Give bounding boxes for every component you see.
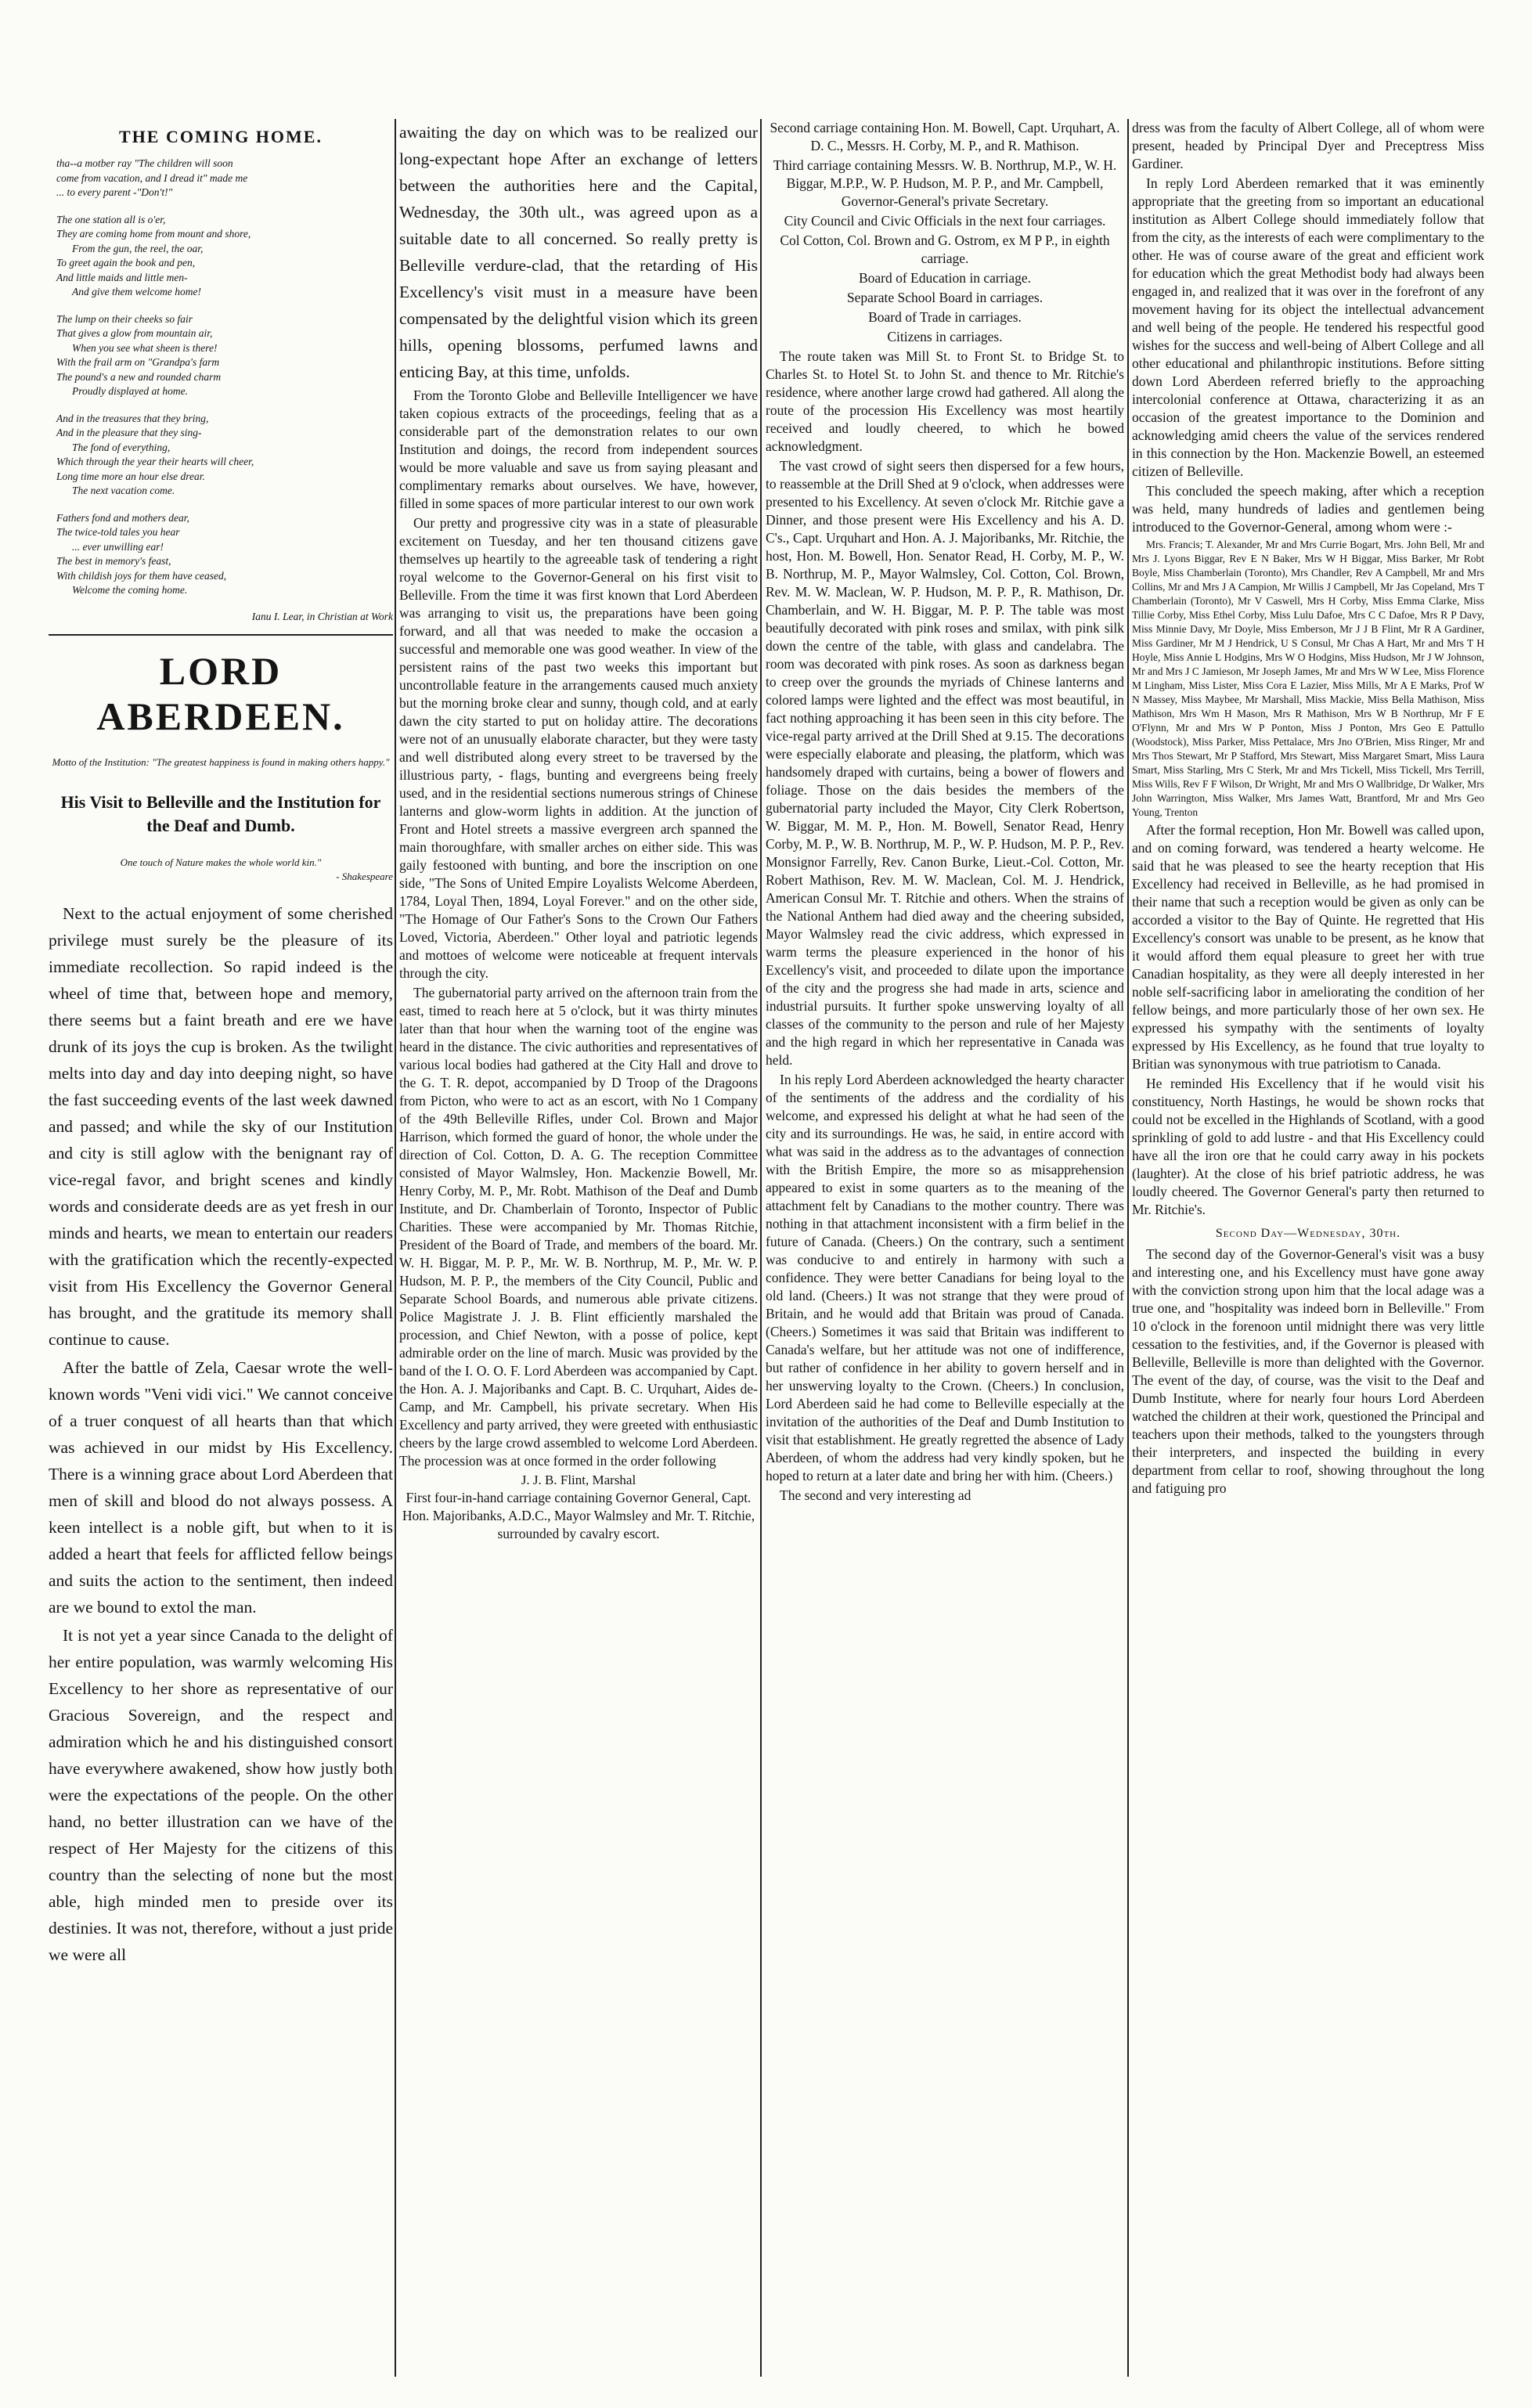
poem-line: come from vacation, and I dread it" made me <box>56 171 248 184</box>
poem-line: Proudly displayed at home. <box>72 385 188 397</box>
procession-entry: Col Cotton, Col. Brown and G. Ostrom, ex M P P., in eighth carriage. <box>780 233 1110 266</box>
paragraph: Our pretty and progressive city was in a state of pleasurable excitement on Tuesday, and her ten thousand citizens gave themselves up heartily to the agreeable task of tendering a right royal welcome to the Governor-General on his first visit to Belleville. From the time it was first known that Lord Aberdeen was arranging to visit us, the preparations have been going forward, and all that was needed to make the occasion a successful and memorable one was good weather. In view of the persistent rains of the past two weeks this important but uncontrollable feature in the arrangements caused much anxiety but the morning broke clear and sunny, though cold, and at early dawn the city started to put on holiday attire. The decorations were not of an unusually elaborate character, but they were tasty and well distributed along every street to be traversed by the illustrious party, - flags, bunting and evergreens being freely used, and in the residential sections numerous strings of Chinese lanterns and glow-worm lights in addition. At the junction of Front and Hotel streets a massive evergreen arch spanned the main thoroughfare, with smaller arches on either side. This was gaily festooned with bunting, and bore the inscription on one side, "The Sons of United Empire Loyalists Welcome Aberdeen, 1784, Loyal Then, 1894, Loyal Forever." and on the other side, "The Homage of Our Father's Sons to the Crown Our Fathers Loved, Victoria, Aberdeen." Other loyal and patriotic legends and mottoes of welcome were noticeable at frequent intervals through the city. <box>399 515 758 981</box>
paragraph: The gubernatorial party arrived on the afternoon train from the east, timed to reach here at 5 o'clock, but it was thirty minutes later than that hour when the warning toot of the engine was heard in the distance. The civic authorities and representatives of various local bodies had gathered at the City Hall and drove to the G. T. R. depot, accompanied by D Troop of the Dragoons from Picton, who were to act as an escort, with No 1 Company of the 49th Belleville Rifles, under Col. Brown and Major Harrison, which formed the guard of honor, the whole under the direction of Col. Cotton, D. A. G. The reception Committee consisted of Mayor Walmsley, Hon. Mackenzie Bowell, Mr. Henry Corby, M. P., Mr. Robt. Mathison of the Deaf and Dumb Institute, and Dr. Chamberlain of Toronto, Inspector of Public Charities. These were accompanied by Mr. Thomas Ritchie, President of the Board of Trade, and members of the board. Mr. W. H. Biggar, M. P. P., Mr. W. B. Northrup, M. P., Mr. W. P. Hudson, M. P. P., the members of the City Council, Public and Separate School Boards, and numerous able private citizens. Police Magistrate J. J. B. Flint efficiently marshaled the procession, and Chief Newton, with a posse of police, kept admirable order on the line of march. Music was provided by the band of the I. O. O. F. Lord Aberdeen was accompanied by Capt. the Hon. A. J. Majoribanks and Capt. B. C. Urquhart, Aides de-Camp, and Mr. Campbell, his private secretary. When His Excellency and party arrived, they were greeted with enthusiastic cheers by the large crowd assembled to welcome Lord Aberdeen. The procession was at once formed in the order following <box>399 985 758 1469</box>
procession-entry: Board of Trade in carriages. <box>868 309 1022 325</box>
poem-line: The pound's a new and rounded charm <box>56 370 222 383</box>
poem <box>49 157 393 598</box>
poem-line: And in the pleasure that they sing- <box>56 427 202 438</box>
poem-line: Fathers fond and mothers dear, <box>56 511 189 524</box>
procession-entry: Board of Education in carriage. <box>858 270 1032 286</box>
poem-stanza <box>49 213 393 300</box>
paragraph: It is not yet a year since Canada to the delight of her entire population, was warmly welcoming His Excellency to her shore as representative of our Gracious Sovereign, and the respect and admiration which he and his distinguished consort have everywhere awakened, show how justly both were the expectations of the people. On the other hand, no better illustration can we have of the respect of Her Majesty for the citizens of this country than the selecting of none but the most able, high minded men to preside over its destinies. It was not, therefore, without a just pride we were all <box>49 1625 393 1964</box>
poem-line: Welcome the coming home. <box>72 584 188 596</box>
procession-list <box>766 119 1124 346</box>
poem-line: To greet again the book and pen, <box>56 257 196 269</box>
paragraph: He reminded His Excellency that if he would visit his constituency, North Hastings, he would be shown rocks that could not be excelled in the Highlands of Scotland, with a good sprinkling of gold to add lustre - and that His Excellency could have all the iron ore that he could carry away in his pockets (laughter). At the close of his brief patriotic address, he was loudly cheered. The Governor General's party then returned to Mr. Ritchie's. <box>1132 1076 1484 1217</box>
divider <box>49 634 393 636</box>
procession-entry: City Council and Civic Officials in the next four carriages. <box>784 213 1106 229</box>
poem-stanza <box>49 511 393 598</box>
epigraph: One touch of Nature makes the whole world kin." <box>120 856 322 868</box>
paragraph: dress was from the faculty of Albert College, all of whom were present, headed by Principal Dyer and Preceptress Miss Gardiner. <box>1132 120 1484 171</box>
poem-title: THE COMING HOME. <box>119 127 323 146</box>
poem-line: ... to every parent -"Don't!" <box>56 186 173 198</box>
paragraph: awaiting the day on which was to be realized our long-expectant hope After an exchange of letters between the authorities here and the Capital, Wednesday, the 30th ult., was agreed upon as a suitable date to all concerned. So really pretty is Belleville verdure-clad, that the retarding of His Excellency's visit must in a measure have been compensated by the delightful vision which its green hills, opening blossoms, perfumed lawns and enticing Bay, at this time, unfolds. <box>399 123 758 381</box>
poem-line: That gives a glow from mountain air, <box>56 327 213 339</box>
marshal-line: J. J. B. Flint, Marshal <box>521 1473 636 1487</box>
paragraph: This concluded the speech making, after which a reception was held, many hundreds of ladies and gentlemen being introduced to the Governor-General, among whom were :- <box>1132 483 1484 535</box>
poem-line: The fond of everything, <box>72 441 171 453</box>
paragraph: The route taken was Mill St. to Front St. to Bridge St. to Charles St. to Hotel St. to John St. and thence to Mr. Ritchie's residence, where another large crowd had gathered. All along the route of the procession His Excellency was most heartily received and loudly cheered, to which he bowed acknowledgment. <box>766 348 1124 454</box>
column-rule <box>1127 119 1129 2377</box>
paragraph: In his reply Lord Aberdeen acknowledged the hearty character of the sentiments of the address and the cordiality of his welcome, and expressed his delight at what he had seen of the city and its surroundings. He was, he said, in entire accord with what was said in the address as to the advantages of connection with the British Empire, the more so as misapprehension appeared to exist in some quarters as to the meaning of the attachment felt by Canadians to the mother country. There was nothing in that attachment inconsistent with a firm belief in the future of Canada. (Cheers.) On the contrary, such a sentiment was conducive to and entirely in harmony with such a confidence. They were better Canadians for being loyal to the old land. (Cheers.) It was not strange that they were proud of Britain, and he would add that Britain was proud of Canada. (Cheers.) Sometimes it was said that Britain was indifferent to Canada's welfare, but her attitude was not one of indifference, but rather of confidence in her ability to govern herself and in her unswerving loyalty to the Crown. (Cheers.) In conclusion, Lord Aberdeen said he had come to Belleville especially at the invitation of the authorities of the Deaf and Dumb Institution to visit that establishment. He greatly regretted the absence of Lady Aberdeen, of whom the address had very kindly spoken, but he hoped to return at a later date and bring her with him. (Cheers.) <box>766 1072 1124 1483</box>
poem-preface <box>49 157 393 200</box>
paragraph: Next to the actual enjoyment of some cherished privilege must surely be the pleasure of its immediate recollection. So rapid indeed is the wheel of time that, between hope and memory, there seems but a faint breath and ere we have drunk of its joys the cup is broken. As the twilight melts into day and day into deeping night, so have the fast succeeding events of the last week dawned and passed; and while the sky of our Institution and city is still aglow with the benignant ray of vice-regal favor, and bright scenes and kindly words and considerate deeds are as yet fresh in our minds and hearts, we mean to entertain our readers with the gratification which the recently-expected visit from His Excellency the Governor General has brought, and the gratitude its memory shall continue to cause. <box>49 903 393 1349</box>
paragraph: After the battle of Zela, Caesar wrote the well-known words "Veni vidi vici." We cannot conceive of a truer conquest of all hearts than that which was achieved in our midst by His Excellency. There is a winning grace about Lord Aberdeen that men of skill and blood do not always possess. A keen intellect is a noble gift, but when to it is added a heart that feels for afflicted fellow beings and suits the action to the sentiment, then indeed are we bound to extol the man. <box>49 1357 393 1617</box>
poem-line: When you see what sheen is there! <box>72 341 218 354</box>
paragraph: In reply Lord Aberdeen remarked that it was eminently appropriate that the greeting from so important an educational institution as Albert College should immediately follow that from the city, as the interests of each were complimentary to the other. He was of course aware of the great and efficient work for education which the great Methodist body had always been engaged in, and realized that it was over in the forefront of any movement having for its object the intellectual advancement and well being of the people. He tendered his respectful good wishes for the success and well-being of Albert College and all other educational and philanthropic institutions. Before sitting down Lord Aberdeen referred briefly to the approaching intercolonial conference at Ottawa, characterizing it as an occasion of the greatest importance to the Dominion and acknowledging amid cheers the value of the services rendered in this connection by the Hon. Mackenzie Bowell, an esteemed citizen of Belleville. <box>1132 175 1484 479</box>
paragraph: From the Toronto Globe and Belleville Intelligencer we have taken copious extracts of the proceedings, feeling that as a considerable part of the demonstration relates to our own Institution and doings, the record from independent sources would be more valuable and save us from saying pleasant and complimentary remarks about ourselves. We have, however, filled in some spaces of more particular interest to our own work <box>399 388 758 511</box>
column-rule <box>760 119 762 2377</box>
procession-entry: Third carriage containing Messrs. W. B. Northrup, M.P., W. H. Biggar, M.P.P., W. P. Hudson, M. P. P., and Mr. Campbell, Governor-General's private Secretary. <box>773 157 1117 209</box>
column-3 <box>766 119 1124 2377</box>
poem-line: And in the treasures that they bring, <box>56 412 209 424</box>
motto: Motto of the Institution: "The greatest happiness is found in making others happy." <box>52 755 390 768</box>
poem-line: With childish joys for them have ceased, <box>56 569 227 582</box>
section-heading: Second Day—Wednesday, 30th. <box>1215 1227 1401 1240</box>
article-subhead: His Visit to Belleville and the Institution for the Deaf and Dumb. <box>60 791 381 835</box>
poem-line: The one station all is o'er, <box>56 213 166 225</box>
poem-line: They are coming home from mount and shore, <box>56 228 251 240</box>
poem-line: The twice-told tales you hear <box>56 526 180 538</box>
procession-entry: First four-in-hand carriage containing Governor General, Capt. Hon. Majoribanks, A.D.C., Mayor Walmsley and Mr. T. Ritchie, surrounded by cavalry escort. <box>402 1490 755 1541</box>
poem-line: From the gun, the reel, the oar, <box>72 242 204 254</box>
paragraph: After the formal reception, Hon Mr. Bowell was called upon, and on coming forward, was tendered a hearty welcome. He said that he was pleased to see the hearty reception that His Excellency had received in Belleville, as he had promised in their name that such a reception would be given as only can be accorded a visitor to the Bay of Quinte. He regretted that His Excellency's consort was unable to be present, as he know that it would afford them equal pleasure to greet her with true Canadian hospitality, as they were all deeply interested in her noble self-sacrificing labor in ameliorating the condition of her fellow beings, and more particularly those of her own sex. He expressed his sympathy with the sentiments of loyalty expressed by His Excellency, as he found that true loyalty to Britian was synonymous with true patriotism to Canada. <box>1132 822 1484 1072</box>
poem-line: The lump on their cheeks so fair <box>56 312 193 325</box>
paragraph: The vast crowd of sight seers then dispersed for a few hours, to reassemble at the Drill Shed at 9 o'clock, when addresses were presented to his Excellency. At seven o'clock Mr. Ritchie gave a Dinner, and those present were His Excellency and his A. D. C's., Capt. Urquhart and Hon. A. J. Majoribanks, Mr. Ritchie, the host, Hon. M. Bowell, Hon. Senator Read, H. Corby, M. P., W. B. Northrup, M. P., Mayor Walmsley, Col. Cotton, Col. Brown, Rev. M. W. Maclean, W. P. Hudson, M. P. P., R. Mathison, Dr. Chamberlain, and W. H. Biggar, M. P. P. The table was most beautifully decorated with pink roses and smilax, with pink silk down the centre of the table, with glass and candelabra. The room was decorated with pink roses. As soon as darkness began to creep over the grounds the myriads of Chinese lanterns and colored lamps were lighted and the effect was most beautiful, in fact nothing approaching it has been seen in this city before. The vice-regal party arrived at the Drill Shed at 9.15. The decorations were especially elaborate and pleasing, the platform, which was handsomely draped with curtains, being a bower of flowers and foliage. Those on the dais besides the members of the gubernatorial party included the Mayor, City Clerk Robertson, W. Biggar, M. M. P., Hon. M. Bowell, Senator Read, Henry Corby, M. P., W. B. Northrup, M. P., W. P. Hudson, M. P. P., Rev. Monsignor Farrelly, Rev. Canon Burke, Lieut.-Col. Cotton, Mr. Robert Mathison, Rev. M. W. Maclean, Col. M. J. Hendrick, American Consul Mr. T. Ritchie and others. When the strains of the National Anthem had died away and the cheering subsided, Mayor Walmsley read the civic address, which expressed in warm terms the pleasure experienced in the honor of his Excellency's visit, and proceeded to dilate upon the importance of the city and the progress she had made in arts, science and industrial pursuits. It further spoke unswerving loyalty of all classes of the community to the person and rule of her Majesty and the high regard in which her representative in Canada was held. <box>766 458 1124 1068</box>
poem-line: The next vacation come. <box>72 485 175 496</box>
epigraph-attribution: - Shakespeare <box>336 870 393 882</box>
poem-stanza <box>49 312 393 399</box>
article-body <box>49 900 393 1968</box>
poem-line: tha--a motber ray "The children will soon <box>56 157 233 169</box>
column-1 <box>49 119 393 2377</box>
paragraph: The second and very interesting ad <box>780 1487 971 1503</box>
column-rule <box>395 119 396 2377</box>
poem-line: And little maids and little men- <box>56 271 188 283</box>
poem-line: ... ever unwilling ear! <box>72 540 164 553</box>
poem-line: With the frail arm on "Grandpa's farm <box>56 356 220 368</box>
procession-entry: Citizens in carriages. <box>887 329 1003 344</box>
column-4 <box>1132 119 1484 2377</box>
poem-stanza <box>49 412 393 499</box>
procession-entry: Separate School Board in carriages. <box>846 290 1044 305</box>
paragraph: The second day of the Governor-General's visit was a busy and interesting one, and his Excellency must have gone away with the conviction strong upon him that the local adage was a true one, and "hospitality was indeed born in Belleville." From 10 o'clock in the forenoon until midnight there was very little cessation to the festivities, and, if the Governor is pleased with Belleville, Belleville is more than delighted with the Governor. The event of the day, of course, was the visit to the Deaf and Dumb Institute, where for nearly four hours Lord Aberdeen watched the children at their work, questioned the Principal and teachers upon their methods, talked to the youngsters through their interpreters, and inspected the building in every department from cellar to roof, showing throughout the long and fatiguing pro <box>1132 1246 1484 1496</box>
poem-line: Which through the year their hearts will cheer, <box>56 456 254 467</box>
poem-line: And give them welcome home! <box>72 286 201 297</box>
guest-list: Mrs. Francis; T. Alexander, Mr and Mrs Currie Bogart, Mrs. John Bell, Mr and Mrs J. Lyons Biggar, Rev E N Baker, Mrs W H Biggar, Miss Barker, Mr Robt Boyle, Miss Chamberlain (Toronto), Mrs Chandler, Rev A Campbell, Mr and Mrs Collins, Mr and Mrs J A Campion, Mr Willis J Campbell, Mr Jas Copeland, Mrs T Chamberlain (Toronto), Mr V Caswell, Mrs H Corby, Miss Emma Clarke, Miss Tillie Corby, Miss Ethel Corby, Miss Lulu Dafoe, Mrs C C Dafoe, Mrs R P Davy, Miss Minnie Davy, Mr Doyle, Miss Emberson, Mr J J B Flint, Mr R A Gardiner, Miss Gardiner, Mr M J Hendrick, U S Consul, Mr Chas A Hart, Mr and Mrs T H Hoyle, Miss Annie L Hodgins, Mrs W O Hodgins, Miss Hudson, Mr J W Johnson, Mr and Mrs J C Jamieson, Mr Joseph James, Mr and Mrs W W Lee, Miss Florence M Lingham, Miss Lister, Miss Cora E Lazier, Miss Mills, Mr A E Marks, Prof W N Massey, Miss Maybee, Mr Marshall, Miss Mackie, Miss Bella Mathison, Miss Mathison, Mrs Wm H Mason, Mrs R Mathison, Mrs W B Northrup, Mr F E O'Flynn, Mr and Mrs W P Ponton, Miss J Ponton, Mrs Geo E Pattullo (Woodstock), Miss Parker, Miss Pettalace, Mrs Jno O'Brien, Miss Ringer, Mr and Mrs Thos Stewart, Mr P Stafford, Mrs Stewart, Miss Margaret Smart, Miss Laura Smart, Miss Starling, Mrs C Sterk, Mr and Mrs Tickell, Miss Tickell, Mrs Terrill, Miss Wills, Rev F F Wilson, Dr Wright, Mr and Mrs O Wallbridge, Dr Walker, Mrs John Warrington, Miss Walker, Mrs James Watt, Brantford, Mr and Mrs Geo Young, Trenton <box>1132 539 1484 818</box>
procession-entry: Second carriage containing Hon. M. Bowell, Capt. Urquhart, A. D. C., Messrs. H. Corby, M. P., and R. Mathison. <box>770 120 1120 153</box>
column-2 <box>399 119 758 2377</box>
masthead: LORD ABERDEEN. <box>96 648 345 738</box>
poem-attribution: Ianu I. Lear, in Christian at Work <box>251 610 393 622</box>
poem-line: Long time more an hour else drear. <box>56 470 205 482</box>
poem-line: The best in memory's feast, <box>56 555 171 567</box>
